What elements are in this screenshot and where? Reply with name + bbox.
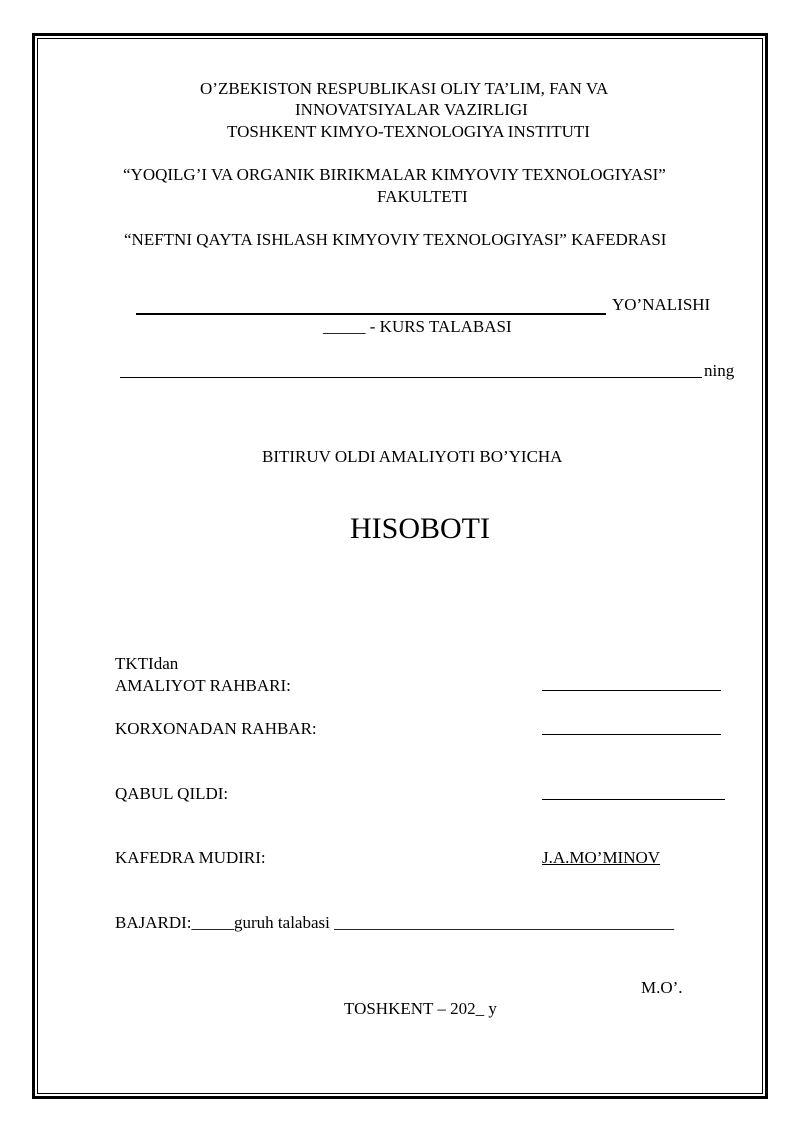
- practice-supervisor-signature-line: [542, 690, 721, 691]
- ministry-line-2: INNOVATSIYALAR VAZIRLIGI: [295, 100, 528, 119]
- course-line: _____ - KURS TALABASI: [323, 317, 512, 336]
- tkti-prefix: TKTIdan: [115, 654, 179, 673]
- department-name: “NEFTNI QAYTA ISHLASH KIMYOVIY TEXNOLOGIYASI” KAFEDRASI: [124, 230, 667, 249]
- head-of-department-label: KAFEDRA MUDIRI:: [115, 848, 266, 867]
- student-name-blank-line: [120, 377, 702, 378]
- ministry-line-1: O’ZBEKISTON RESPUBLIKASI OLIY TA’LIM, FAN VA: [200, 79, 609, 98]
- accepted-label: QABUL QILDI:: [115, 784, 229, 803]
- direction-blank-line: [136, 313, 606, 315]
- direction-label: YO’NALISHI: [612, 295, 711, 314]
- report-subtitle: BITIRUV OLDI AMALIYOTI BO’YICHA: [262, 447, 563, 466]
- student-name-suffix: ning: [704, 361, 735, 380]
- practice-supervisor-label: AMALIYOT RAHBARI:: [115, 676, 291, 695]
- city-year: TOSHKENT – 202_ y: [344, 999, 497, 1018]
- institute-name: TOSHKENT KIMYO-TEXNOLOGIYA INSTITUTI: [227, 122, 590, 141]
- seal-mark: M.O’.: [641, 978, 683, 997]
- head-of-department-name: J.A.MO’MINOV: [542, 848, 661, 867]
- faculty-line-1: “YOQILG’I VA ORGANIK BIRIKMALAR KIMYOVIY TEXNOLOGIYASI”: [123, 165, 666, 184]
- report-title: HISOBOTI: [350, 512, 490, 545]
- company-supervisor-label: KORXONADAN RAHBAR:: [115, 719, 317, 738]
- completed-by-line: BAJARDI:_____guruh talabasi ________________________________________: [115, 913, 675, 932]
- faculty-line-2: FAKULTETI: [377, 187, 468, 206]
- company-supervisor-signature-line: [542, 734, 721, 735]
- accepted-signature-line: [542, 799, 725, 800]
